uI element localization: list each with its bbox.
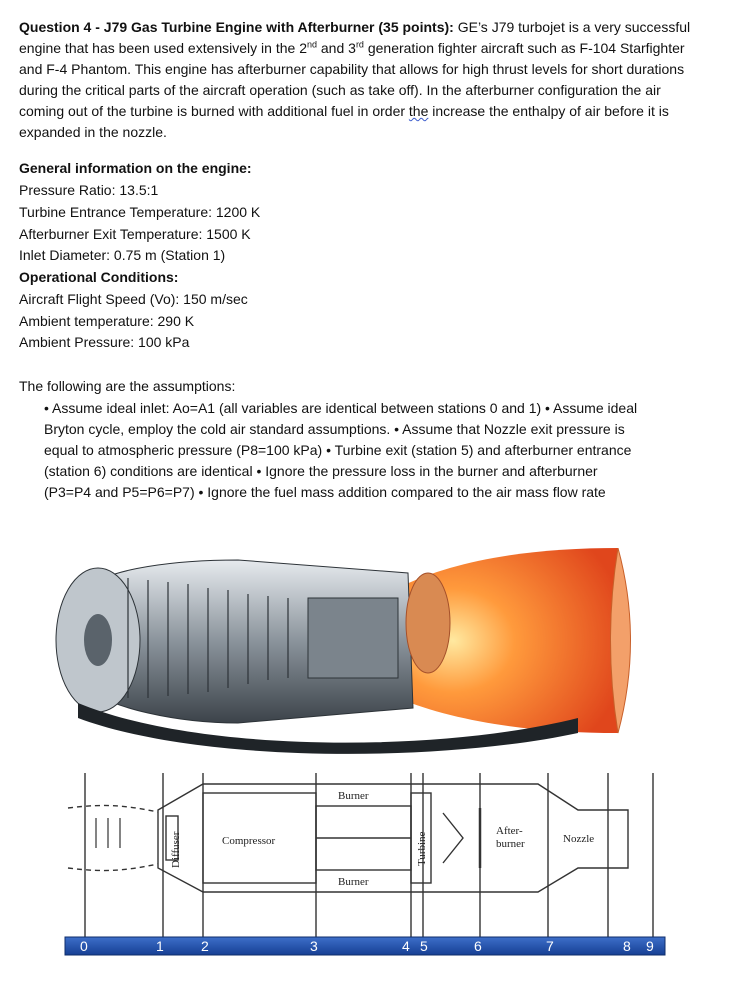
spellcheck-word: the <box>408 103 429 119</box>
assumptions-list: • Assume ideal inlet: Ao=A1 (all variables are identical between stations 0 and 1) • Assume ideal Bryton cycle, employ the cold air standard assumptions. • Assume that Nozzle exit pressure is equal to atmospheric pressure (P8=100 kPa) • Turbine exit (station 5) and afterburner entrance (station 6) conditions are identical • Ignore the pressure loss in the burner and afterburner (P3=P4 and P5=P6=P7) • Ignore the fuel mass addition compared to the air mass flow rate <box>44 400 638 500</box>
question-title: Question 4 - J79 Gas Turbine Engine with Afterburner (35 points): <box>19 19 454 35</box>
afterburner-label-1: After- <box>496 825 523 837</box>
burner-top-label: Burner <box>338 790 369 802</box>
station-9: 9 <box>646 938 654 954</box>
station-1: 1 <box>156 938 164 954</box>
operational-heading: Operational Conditions: <box>19 269 179 285</box>
station-8: 8 <box>623 938 631 954</box>
inlet-diameter: Inlet Diameter: 0.75 m (Station 1) <box>19 247 226 263</box>
station-0: 0 <box>80 938 88 954</box>
assumptions-heading: The following are the assumptions: <box>19 378 236 394</box>
turbine-ring <box>406 573 450 673</box>
compressor-label: Compressor <box>222 835 276 847</box>
turbine-entrance-temp: Turbine Entrance Temperature: 1200 K <box>19 204 261 220</box>
station-5: 5 <box>420 938 428 954</box>
inlet-dashes <box>68 805 158 870</box>
pressure-ratio: Pressure Ratio: 13.5:1 <box>19 182 159 198</box>
engine-figure <box>18 548 668 968</box>
nozzle-label: Nozzle <box>563 833 595 845</box>
afterburner-label-2: burner <box>496 838 525 850</box>
station-2: 2 <box>201 938 209 954</box>
afterburner-exit-temp: Afterburner Exit Temperature: 1500 K <box>19 226 251 242</box>
diffuser-label: Diffuser <box>170 831 182 868</box>
station-3: 3 <box>310 938 318 954</box>
flight-speed: Aircraft Flight Speed (Vo): 150 m/sec <box>19 291 248 307</box>
station-bar <box>65 937 665 955</box>
burner-bottom-label: Burner <box>338 876 369 888</box>
turbine-label: Turbine <box>416 831 428 866</box>
question-intro: Question 4 - J79 Gas Turbine Engine with Afterburner (35 points): GE’s J79 turbojet is a very successful engine that has been used extensively in the 2nd and 3rd generation fighter aircraft such as F-104 Starfighter and F-4 Phantom. This engine has afterburner capability that allows for high thrust levels for short durations during the critical parts of the aircraft operation (such as take off). In the afterburner configuration the air coming out of the turbine is burned with additional fuel in order the increase the enthalpy of air before it is expanded in the nozzle. <box>19 19 691 140</box>
station-7: 7 <box>546 938 554 954</box>
ambient-pressure: Ambient Pressure: 100 kPa <box>19 334 190 350</box>
station-4: 4 <box>402 938 410 954</box>
ambient-temperature: Ambient temperature: 290 K <box>19 313 195 329</box>
engine-cutaway-image <box>56 548 631 754</box>
station-6: 6 <box>474 938 482 954</box>
general-info-heading: General information on the engine: <box>19 160 252 176</box>
